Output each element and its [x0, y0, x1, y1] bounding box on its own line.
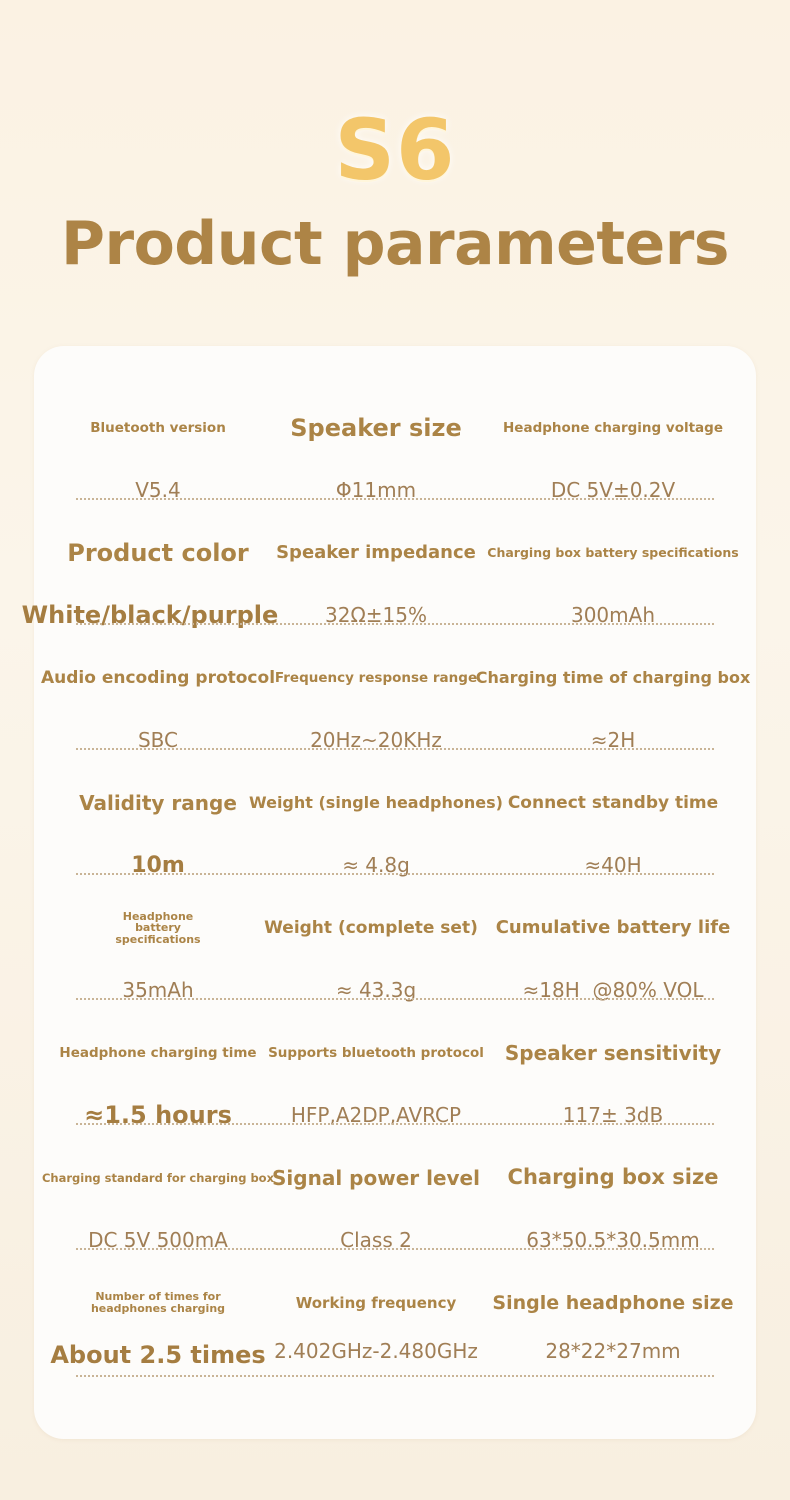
- parameter-value: Class 2: [340, 1228, 412, 1252]
- parameter-label: Number of times for headphones charging: [90, 1290, 226, 1315]
- parameter-label: Supports bluetooth protocol: [268, 1044, 484, 1061]
- parameter-value: About 2.5 times: [50, 1341, 266, 1369]
- parameter-label: Working frequency: [295, 1293, 457, 1312]
- parameter-label: Product color: [67, 538, 249, 567]
- parameter-label: Weight (complete set): [264, 917, 478, 938]
- parameter-label: Frequency response range: [274, 669, 478, 686]
- parameter-value: 117± 3dB: [562, 1103, 664, 1127]
- dotted-divider: [76, 498, 714, 500]
- parameter-value: 2.402GHz-2.480GHz: [274, 1339, 478, 1363]
- dotted-divider: [76, 1123, 714, 1125]
- parameter-value: HFP,A2DP,AVRCP: [290, 1103, 462, 1127]
- parameter-label: Connect standby time: [507, 792, 719, 813]
- parameter-value: ≈1.5 hours: [84, 1101, 232, 1129]
- parameter-value: 300mAh: [570, 603, 655, 627]
- parameter-value: 63*50.5*30.5mm: [526, 1228, 700, 1252]
- parameter-value: 32Ω±15%: [325, 603, 427, 627]
- parameter-label: Signal power level: [272, 1166, 480, 1190]
- parameter-value: ≈18H @80% VOL: [522, 978, 704, 1002]
- parameter-label: Charging standard for charging box: [41, 1170, 274, 1185]
- parameter-row: [0, 380, 790, 505]
- parameter-row: [0, 880, 790, 1005]
- parameter-value: ≈2H: [590, 728, 636, 752]
- parameter-label: Cumulative battery life: [495, 917, 731, 939]
- parameter-value: SBC: [137, 728, 179, 752]
- parameter-label: Weight (single headphones): [249, 793, 503, 813]
- parameter-row: [0, 1130, 790, 1255]
- dotted-divider: [76, 998, 714, 1000]
- dotted-divider: [76, 873, 714, 875]
- parameter-label: Speaker sensitivity: [504, 1041, 722, 1065]
- parameter-label: Speaker size: [290, 413, 462, 442]
- page-title: Product parameters: [61, 209, 729, 279]
- parameter-row: [0, 1005, 790, 1130]
- parameter-label: Charging time of charging box: [475, 668, 751, 688]
- parameter-value: V5.4: [135, 478, 181, 502]
- parameter-value: DC 5V±0.2V: [550, 478, 676, 502]
- dotted-divider: [76, 1248, 714, 1250]
- parameter-label: Single headphone size: [492, 1291, 734, 1314]
- parameter-label: Bluetooth version: [90, 419, 226, 436]
- parameter-value: ≈40H: [584, 853, 642, 877]
- parameter-value: ≈ 4.8g: [342, 853, 410, 877]
- parameter-label: Charging box battery specifications: [487, 545, 739, 561]
- parameter-value: 10m: [131, 852, 185, 878]
- parameter-row: [0, 630, 790, 755]
- parameter-row: [0, 1255, 790, 1380]
- dotted-divider: [76, 1375, 714, 1377]
- parameter-value: DC 5V 500mA: [88, 1228, 228, 1252]
- parameter-label: Speaker impedance: [276, 542, 476, 564]
- parameter-row: [0, 505, 790, 630]
- parameter-value: 20Hz~20KHz: [310, 728, 442, 752]
- parameter-value: 35mAh: [122, 978, 194, 1002]
- parameter-value: White/black/purple: [21, 601, 279, 629]
- model-name: S6: [334, 101, 456, 199]
- parameter-value: Φ11mm: [335, 478, 417, 502]
- dotted-divider: [76, 748, 714, 750]
- dotted-divider: [76, 623, 714, 625]
- parameter-label: Validity range: [79, 791, 237, 815]
- parameter-label: Headphone battery specifications: [115, 909, 201, 946]
- parameter-value: 28*22*27mm: [545, 1339, 681, 1363]
- parameter-row: [0, 755, 790, 880]
- parameter-value: ≈ 43.3g: [335, 978, 417, 1002]
- parameter-label: Audio encoding protocol: [40, 667, 276, 688]
- parameter-label: Headphone charging time: [59, 1044, 257, 1061]
- parameter-label: Charging box size: [507, 1165, 719, 1190]
- parameter-label: Headphone charging voltage: [503, 419, 723, 436]
